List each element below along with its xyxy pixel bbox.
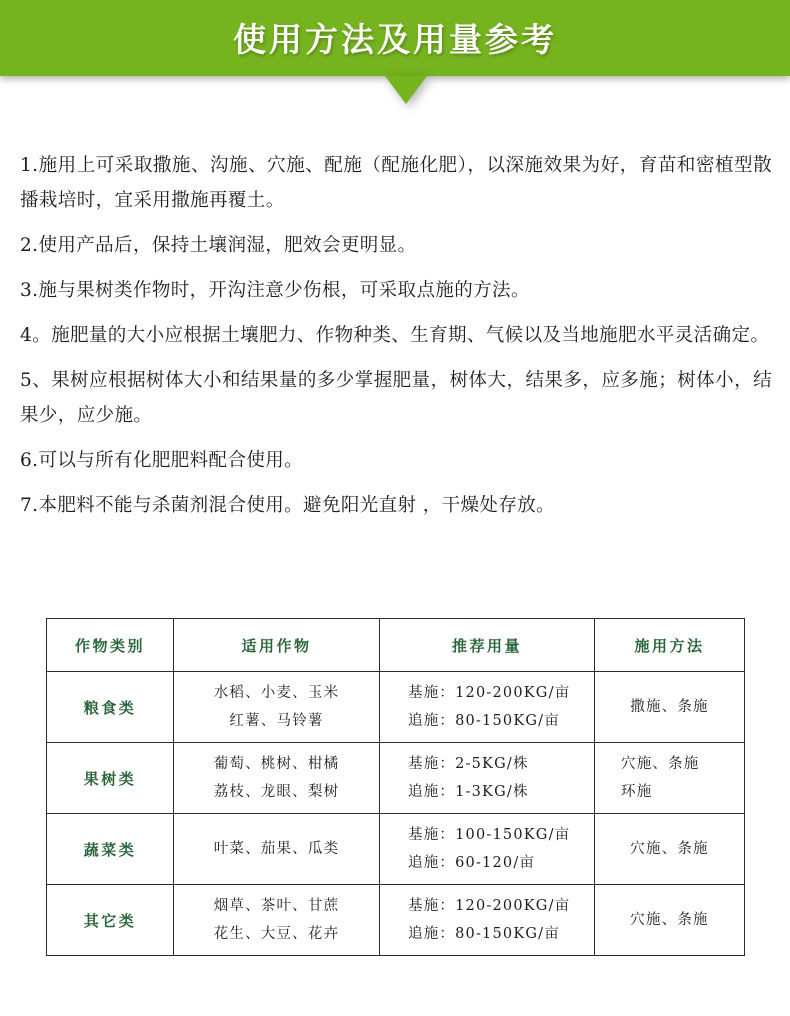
cell-crops <box>174 814 380 885</box>
cell-category: 果树类 <box>47 743 174 814</box>
crop-line: 烟草、茶叶、甘蔗 <box>213 898 340 914</box>
table-row <box>47 814 745 885</box>
cell-dosage <box>380 814 595 885</box>
method-line: 穴施、条施 <box>630 841 709 857</box>
cell-crops <box>174 672 380 743</box>
dose-line: 基施：2-5KG/株 <box>408 756 529 772</box>
cell-crops <box>174 743 380 814</box>
instruction-item: 6.可以与所有化肥肥料配合使用。 <box>20 450 304 471</box>
table-header-row <box>47 619 745 672</box>
cell-category: 其它类 <box>47 885 174 956</box>
table-row <box>47 672 745 743</box>
dose-line: 追施：80-150KG/亩 <box>408 713 560 729</box>
cell-dosage <box>380 743 595 814</box>
column-header-category: 作物类别 <box>47 619 174 672</box>
dose-line: 基施：120-200KG/亩 <box>408 898 571 914</box>
triangle-down-icon <box>385 76 427 104</box>
column-header-dosage: 推荐用量 <box>380 619 595 672</box>
instruction-item: 7.本肥料不能与杀菌剂混合使用。避免阳光直射 ，干燥处存放。 <box>20 495 556 516</box>
cell-crops <box>174 885 380 956</box>
crop-line: 葡萄、桃树、柑橘 <box>213 756 340 772</box>
table-row <box>47 885 745 956</box>
instruction-item: 3.施与果树类作物时，开沟注意少伤根，可采取点施的方法。 <box>20 280 530 301</box>
crop-line: 叶菜、茄果、瓜类 <box>213 841 340 857</box>
method-line: 环施 <box>621 784 653 800</box>
crop-line: 水稻、小麦、玉米 <box>213 685 340 701</box>
instruction-item: 5、果树应根据树体大小和结果量的多少掌握肥量，树体大，结果多，应多施；树体小，结果少，应少施。 <box>20 370 772 426</box>
column-header-crops: 适用作物 <box>174 619 380 672</box>
cell-method <box>595 885 745 956</box>
cell-dosage <box>380 672 595 743</box>
method-line: 穴施、条施 <box>621 756 700 772</box>
table-row <box>47 743 745 814</box>
dose-line: 追施：1-3KG/株 <box>408 784 529 800</box>
method-line: 撒施、条施 <box>630 699 709 715</box>
instruction-item: 1.施用上可采取撒施、沟施、穴施、配施（配施化肥），以深施效果为好，育苗和密植型散播栽培时，宜采用撒施再覆土。 <box>20 155 772 211</box>
usage-table <box>46 618 745 956</box>
page-title: 使用方法及用量参考 <box>233 19 557 59</box>
page-header <box>0 0 790 110</box>
instruction-list <box>20 148 772 533</box>
header-banner <box>0 0 790 76</box>
dose-line: 追施：60-120/亩 <box>408 855 536 871</box>
crop-line: 花生、大豆、花卉 <box>213 926 340 942</box>
instruction-item: 2.使用产品后，保持土壤润湿，肥效会更明显。 <box>20 235 417 256</box>
dose-line: 基施：100-150KG/亩 <box>408 827 571 843</box>
instruction-item: 4。施肥量的大小应根据土壤肥力、作物种类、生育期、气候以及当地施肥水平灵活确定。 <box>20 325 770 346</box>
cell-method <box>595 672 745 743</box>
dose-line: 追施：80-150KG/亩 <box>408 926 560 942</box>
cell-method <box>595 743 745 814</box>
cell-dosage <box>380 885 595 956</box>
crop-line: 荔枝、龙眼、梨树 <box>213 784 340 800</box>
dose-line: 基施：120-200KG/亩 <box>408 685 571 701</box>
method-line: 穴施、条施 <box>630 912 709 928</box>
crop-line: 红薯、马铃薯 <box>229 713 324 729</box>
cell-category: 粮食类 <box>47 672 174 743</box>
column-header-method: 施用方法 <box>595 619 745 672</box>
cell-category: 蔬菜类 <box>47 814 174 885</box>
cell-method <box>595 814 745 885</box>
